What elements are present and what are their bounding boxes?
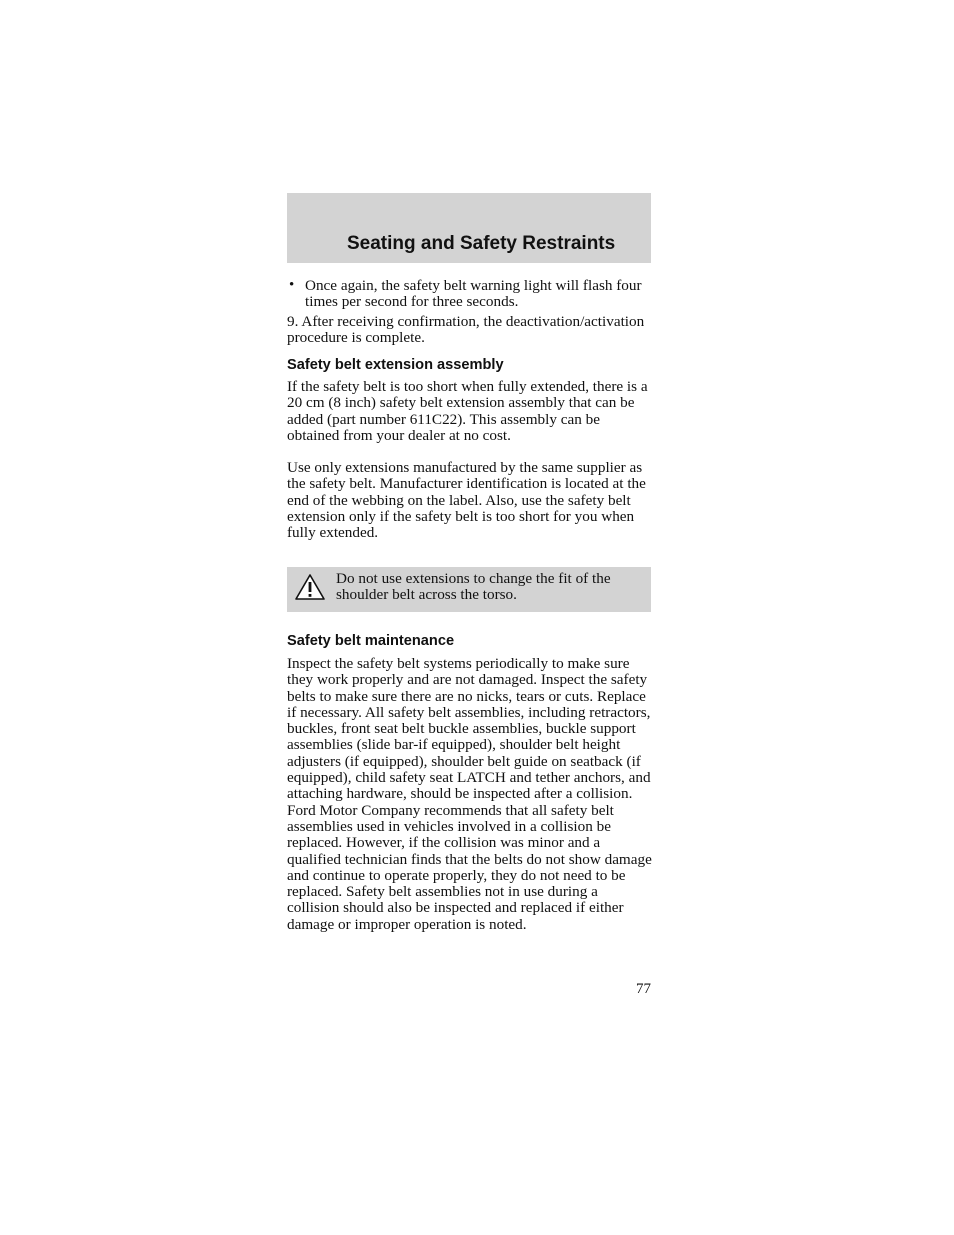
step-9-text: 9. After receiving confirmation, the deactivation/activation procedure is complete. [287, 313, 645, 347]
bullet-dot: • [289, 277, 295, 293]
extension-paragraph-2: Use only extensions manufactured by the same supplier as the safety belt. Manufacturer identification is located at the end of the webbing on the label. Also, use the safety belt extension only if the safety belt is too short for you when fully extended. [287, 459, 646, 542]
warning-text: Do not use extensions to change the fit of the shoulder belt across the torso. [336, 570, 611, 604]
maintenance-heading: Safety belt maintenance [287, 633, 455, 649]
extension-paragraph-1: If the safety belt is too short when fully extended, there is a 20 cm (8 inch) safety belt extension assembly that can be added (part number 611C22). This assembly can be obtained from your dealer at no cost. [287, 378, 648, 444]
bullet-text: Once again, the safety belt warning light will flash four times per second for three seconds. [305, 277, 642, 311]
maintenance-paragraph: Inspect the safety belt systems periodically to make sure they work properly and are not damaged. Inspect the safety belts to make sure there are no nicks, tears or cuts. Replace if necessary. All safety belt assemblies, including retractors, buckles, front seat belt buckle assemblies, buckle support assemblies (slide bar-if equipped), shoulder belt height adjusters (if equipped), shoulder belt guide on seatback (if equipped), child safety seat LATCH and tether anchors, and attaching hardware, should be inspected after a collision. Ford Motor Company recommends that all safety belt assemblies used in vehicles involved in a collision be replaced. However, if the collision was minor and a qualified technician finds that the belts do not show damage and continue to operate properly, they do not need to be replaced. Safety belt assemblies not in use during a collision should also be inspected and replaced if either damage or improper operation is noted. [287, 655, 652, 933]
section-header [287, 193, 651, 263]
section-title: Seating and Safety Restraints [347, 233, 616, 254]
extension-heading: Safety belt extension assembly [287, 357, 504, 373]
warning-triangle-icon [294, 573, 326, 601]
warning-box [287, 567, 651, 612]
bullet-item [287, 278, 651, 311]
page-number: 77 [636, 981, 651, 997]
